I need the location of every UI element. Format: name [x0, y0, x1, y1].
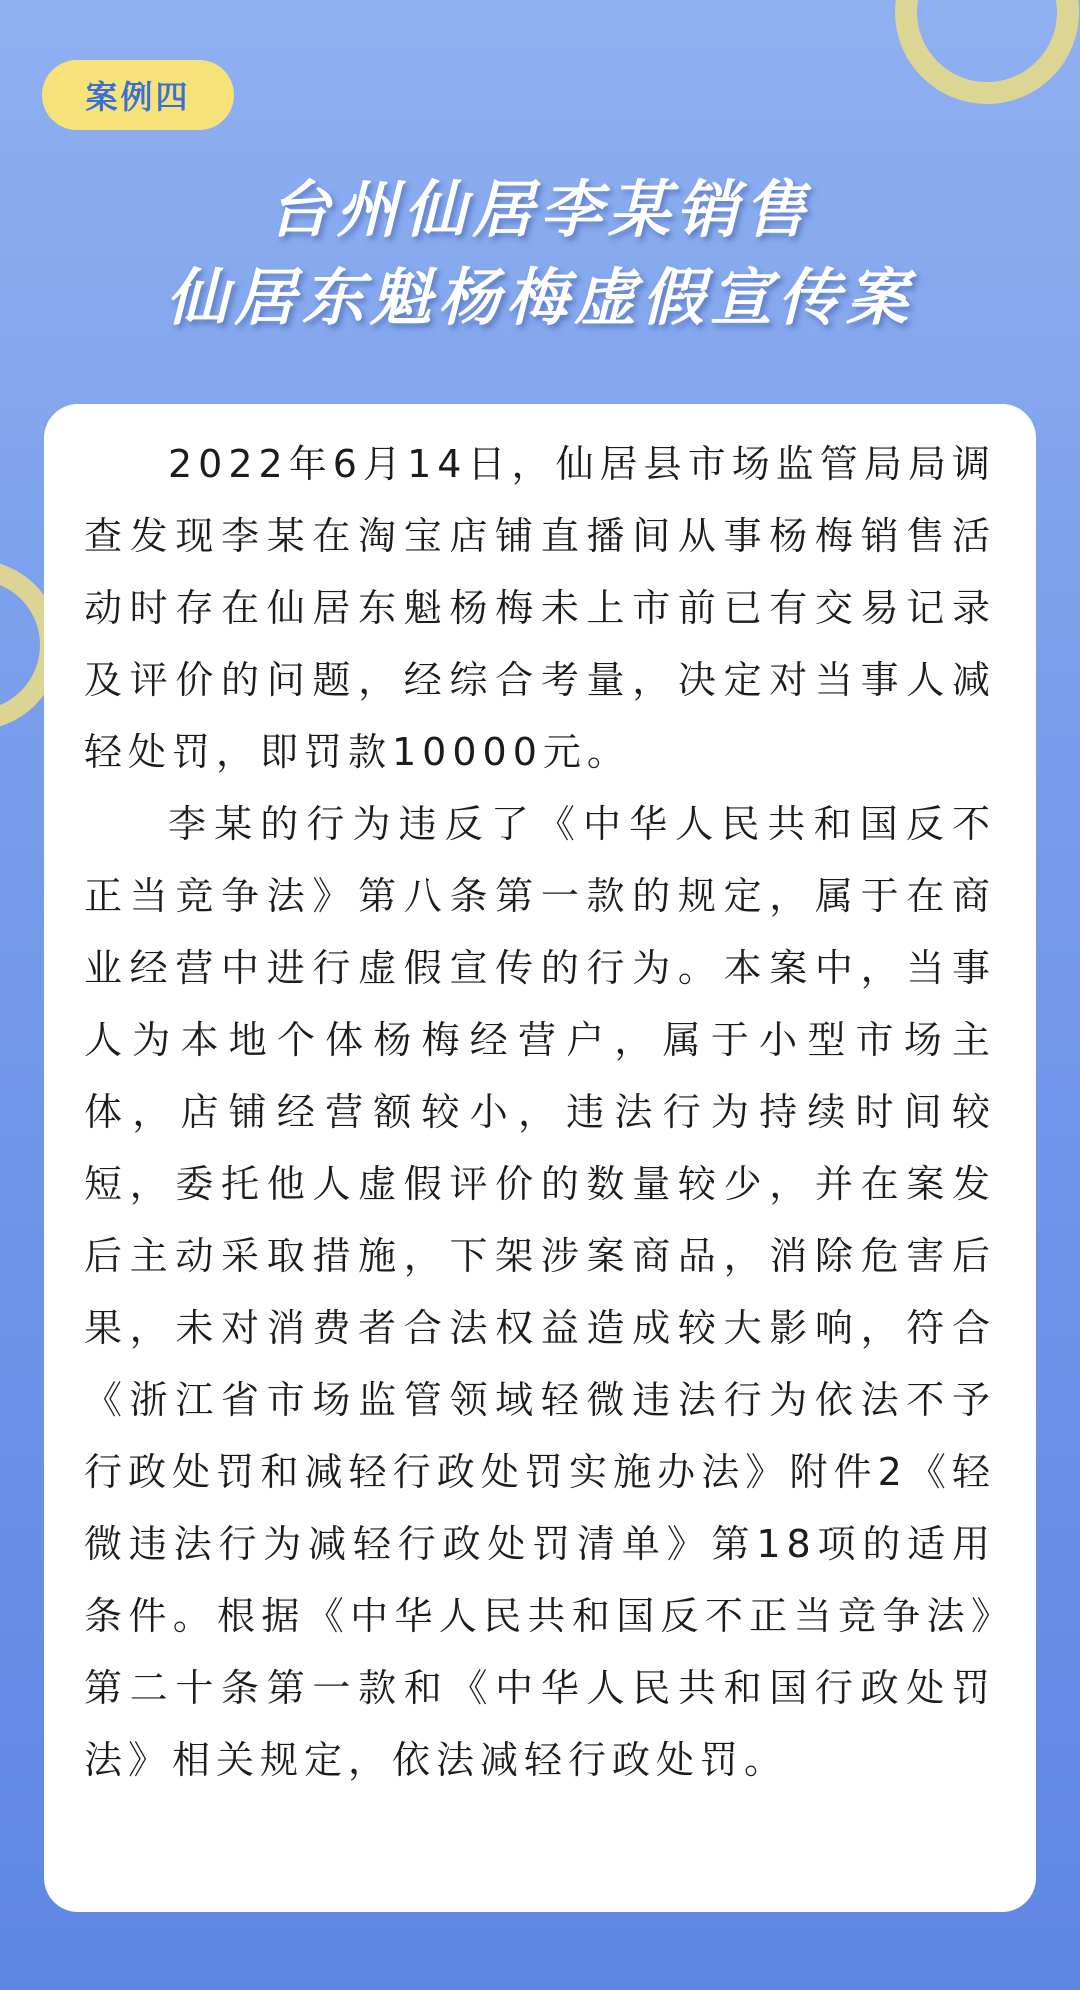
- title-line-2: 仙居东魁杨梅虚假宣传案: [165, 261, 914, 334]
- decorative-ring-top: [895, 0, 1079, 104]
- paragraph-2: 李某的行为违反了《中华人民共和国反不正当竞争法》第八条第一款的规定，属于在商业经营中进行虚假宣传的行为。本案中，当事人为本地个体杨梅经营户，属于小型市场主体，店铺经营额较小，违法行为持续时间较短，委托他人虚假评价的数量较少，并在案发后主动采取措施，下架涉案商品，消除危害后果，未对消费者合法权益造成较大影响，符合《浙江省市场监管领域轻微违法行为依法不予行政处罚和减轻行政处罚实施办法》附件2《轻微违法行为减轻行政处罚清单》第18项的适用条件。根据《中华人民共和国反不正当竞争法》第二十条第一款和《中华人民共和国行政处罚法》相关规定，依法减轻行政处罚。: [84, 802, 996, 1782]
- content-card: [44, 404, 1036, 1912]
- paragraph-1: 2022年6月14日，仙居县市场监管局局调查发现李某在淘宝店铺直播间从事杨梅销售活动时存在仙居东魁杨梅未上市前已有交易记录及评价的问题，经综合考量，决定对当事人减轻处罚，即罚款10000元。: [84, 442, 996, 774]
- case-badge: 案例四: [42, 60, 234, 130]
- title-line-1: 台州仙居李某销售: [267, 173, 812, 246]
